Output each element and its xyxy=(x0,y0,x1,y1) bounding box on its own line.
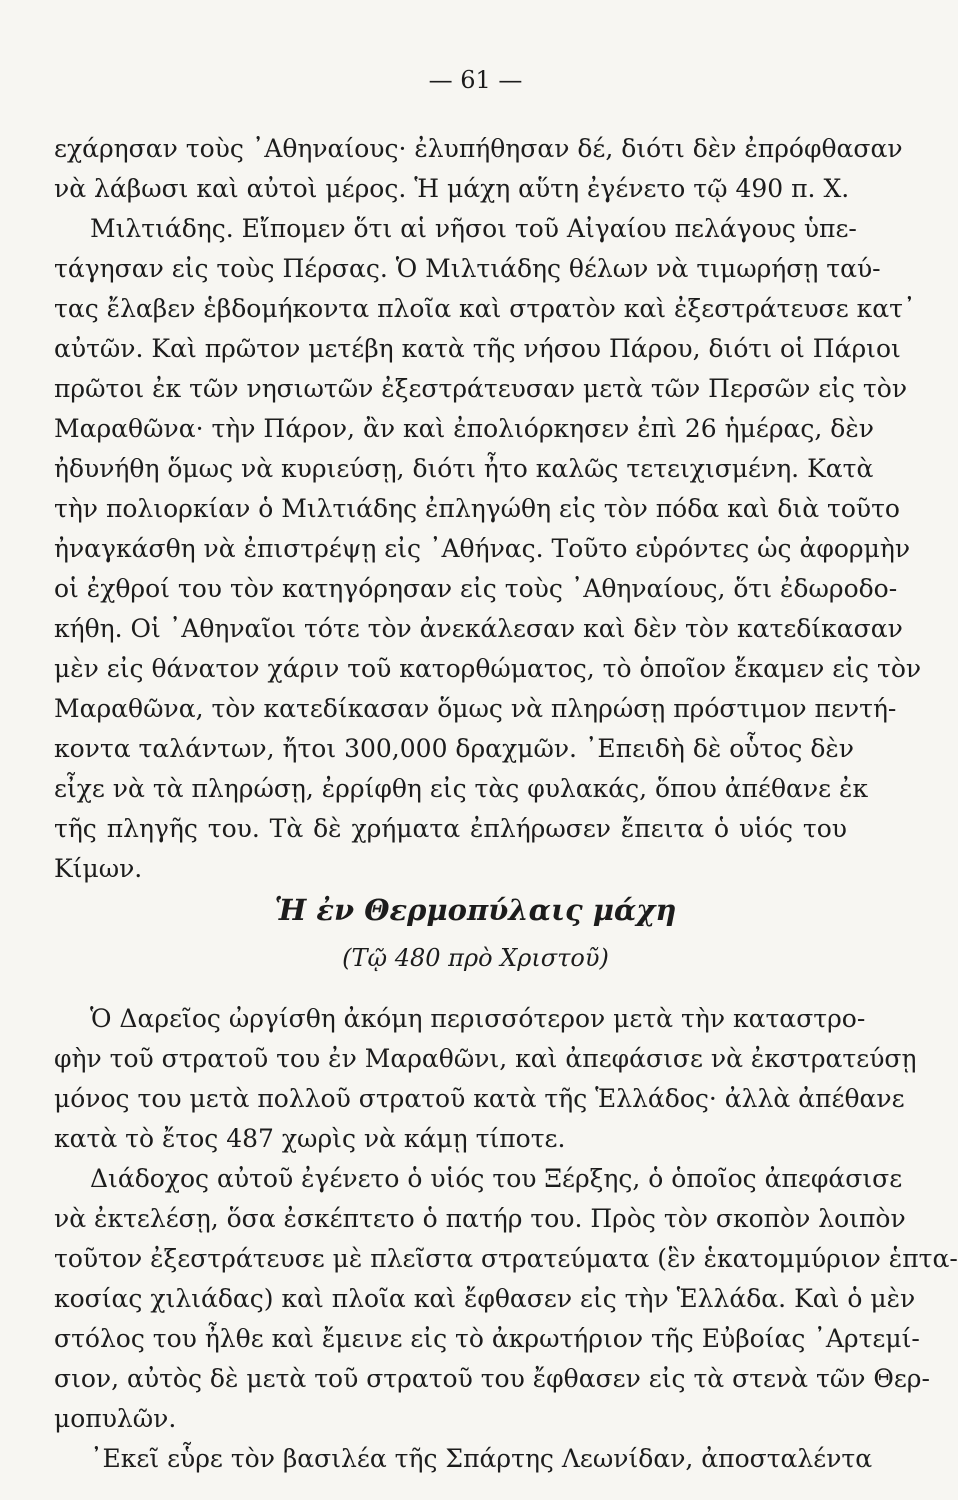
text-line: οἱ ἐχθροί του τὸν κατηγόρησαν εἰς τοὺς ᾿Αθηναίους, ὅτι ἐδωροδο- xyxy=(54,574,898,603)
text-line: Διάδοχος αὐτοῦ ἐγένετο ὁ υἱός του Ξέρξης, ὁ ὁποῖος ἀπεφάσισε xyxy=(90,1164,903,1193)
text-line: ἠδυνήθη ὅμως νὰ κυριεύσῃ, διότι ἦτο καλῶς τετειχισμένη. Κατὰ xyxy=(54,454,874,483)
text-line: τοῦτον ἐξεστράτευσε μὲ πλεῖστα στρατεύματα (ἓν ἑκατομμύριον ἑπτα- xyxy=(54,1244,958,1273)
text-line: εἶχε νὰ τὰ πληρώσῃ, ἐρρίφθη εἰς τὰς φυλακάς, ὅπου ἀπέθανε ἐκ xyxy=(54,774,869,803)
text-line: κήθη. Οἱ ᾿Αθηναῖοι τότε τὸν ἀνεκάλεσαν καὶ δὲν τὸν κατεδίκασαν xyxy=(54,614,903,643)
text-line: Μιλτιάδης. Εἴπομεν ὅτι αἱ νῆσοι τοῦ Αἰγαίου πελάγους ὑπε- xyxy=(90,214,857,243)
text-line: ᾿Εκεῖ εὗρε τὸν βασιλέα τῆς Σπάρτης Λεωνίδαν, ἀποσταλέντα xyxy=(90,1444,873,1473)
text-line: μὲν εἰς θάνατον χάριν τοῦ κατορθώματος, τὸ ὁποῖον ἔκαμεν εἰς τὸν xyxy=(54,654,922,683)
text-line: τας ἔλαβεν ἑβδομήκοντα πλοῖα καὶ στρατὸν καὶ ἐξεστράτευσε κατ᾿ xyxy=(54,294,916,323)
page-number: — 61 — xyxy=(428,66,523,94)
text-line: κοντα ταλάντων, ἤτοι 300,000 δραχμῶν. ᾿Επειδὴ δὲ οὗτος δὲν xyxy=(54,734,854,763)
text-line: μοπυλῶν. xyxy=(54,1404,177,1433)
text-line: τὴν πολιορκίαν ὁ Μιλτιάδης ἐπληγώθη εἰς τὸν πόδα καὶ διὰ τοῦτο xyxy=(54,494,900,523)
text-line: μόνος του μετὰ πολλοῦ στρατοῦ κατὰ τῆς Ἑλλάδος· ἀλλὰ ἀπέθανε xyxy=(54,1084,905,1113)
text-line: σιον, αὐτὸς δὲ μετὰ τοῦ στρατοῦ του ἔφθασεν εἰς τὰ στενὰ τῶν Θερ- xyxy=(54,1364,930,1393)
text-line: Ὁ Δαρεῖος ὠργίσθη ἀκόμη περισσότερον μετὰ τὴν καταστρο- xyxy=(90,1004,866,1033)
text-line: αὐτῶν. Καὶ πρῶτον μετέβη κατὰ τῆς νήσου Πάρου, διότι οἱ Πάριοι xyxy=(54,334,901,363)
text-line: κατὰ τὸ ἔτος 487 χωρὶς νὰ κάμῃ τίποτε. xyxy=(54,1124,566,1153)
text-line: φὴν τοῦ στρατοῦ του ἐν Μαραθῶνι, καὶ ἀπεφάσισε νὰ ἐκστρατεύσῃ xyxy=(54,1044,917,1073)
section-title: Ἡ ἐν Θερμοπύλαις μάχη xyxy=(274,893,677,927)
text-line: Μαραθῶνα· τὴν Πάρον, ἂν καὶ ἐπολιόρκησεν ἐπὶ 26 ἡμέρας, δὲν xyxy=(54,414,874,443)
text-line: τῆς πληγῆς του. Τὰ δὲ χρήματα ἐπλήρωσεν ἔπειτα ὁ υἱός του xyxy=(54,814,847,843)
text-line: ἠναγκάσθη νὰ ἐπιστρέψῃ εἰς ᾿Αθήνας. Τοῦτο εὑρόντες ὡς ἀφορμὴν xyxy=(54,534,911,563)
text-line: νὰ ἐκτελέσῃ, ὅσα ἐσκέπτετο ὁ πατήρ του. Πρὸς τὸν σκοπὸν λοιπὸν xyxy=(54,1204,906,1233)
text-line: τάγησαν εἰς τοὺς Πέρσας. Ὁ Μιλτιάδης θέλων νὰ τιμωρήσῃ ταύ- xyxy=(54,254,881,283)
text-line: πρῶτοι ἐκ τῶν νησιωτῶν ἐξεστράτευσαν μετὰ τῶν Περσῶν εἰς τὸν xyxy=(54,374,908,403)
text-line: εχάρησαν τοὺς ᾿Αθηναίους· ἐλυπήθησαν δέ, διότι δὲν ἐπρόφθασαν xyxy=(54,134,903,163)
text-line: στόλος του ἦλθε καὶ ἔμεινε εἰς τὸ ἀκρωτήριον τῆς Εὐβοίας ᾿Αρτεμί- xyxy=(54,1324,920,1353)
text-line: Μαραθῶνα, τὸν κατεδίκασαν ὅμως νὰ πληρώσῃ πρόστιμον πεντή- xyxy=(54,694,897,723)
text-line: κοσίας χιλιάδας) καὶ πλοῖα καὶ ἔφθασεν εἰς τὴν Ἑλλάδα. Καὶ ὁ μὲν xyxy=(54,1284,916,1313)
section-subtitle: (Τῷ 480 πρὸ Χριστοῦ) xyxy=(342,944,609,972)
text-line: Κίμων. xyxy=(54,854,143,883)
text-line: νὰ λάβωσι καὶ αὐτοὶ μέρος. Ἡ μάχη αὕτη ἐγένετο τῷ 490 π. Χ. xyxy=(54,174,850,203)
